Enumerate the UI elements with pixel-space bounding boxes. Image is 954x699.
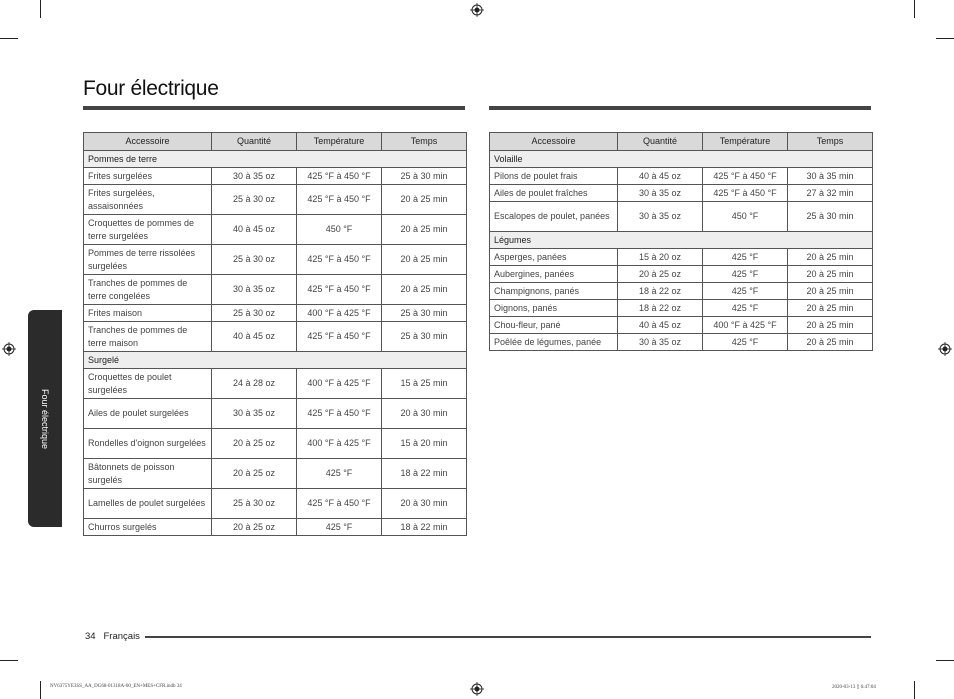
footer-rule [145,636,871,638]
temperature-cell: 425 °F à 450 °F [297,185,382,215]
side-tab-label: Four électrique [40,388,50,449]
header-quantite: Quantité [618,133,703,151]
accessoire-cell: Frites surgelées [84,168,212,185]
table-row [490,317,873,334]
table-row [84,322,467,352]
quantite-cell: 18 à 22 oz [618,283,703,300]
temperature-cell: 425 °F [703,266,788,283]
temps-cell: 20 à 25 min [382,215,467,245]
accessoire-cell: Tranches de pommes de terre congelées [84,275,212,305]
quantite-cell: 15 à 20 oz [618,249,703,266]
accessoire-cell: Ailes de poulet surgelées [84,399,212,429]
accessoire-cell: Ailes de poulet fraîches [490,185,618,202]
table-row [84,489,467,519]
temperature-cell: 425 °F à 450 °F [703,185,788,202]
accessoire-cell: Croquettes de pommes de terre surgelées [84,215,212,245]
quantite-cell: 30 à 35 oz [618,185,703,202]
registration-mark-icon [470,682,484,696]
temps-cell: 27 à 32 min [788,185,873,202]
temps-cell: 15 à 25 min [382,369,467,399]
table-row [490,283,873,300]
title-rule-left [83,106,465,110]
accessoire-cell: Champignons, panés [490,283,618,300]
crop-mark [0,660,18,661]
temperature-cell: 425 °F [297,459,382,489]
accessoire-cell: Frites maison [84,305,212,322]
accessoire-cell: Bâtonnets de poisson surgelés [84,459,212,489]
table-row [84,275,467,305]
temperature-cell: 450 °F [297,215,382,245]
registration-mark-icon [470,3,484,17]
accessoire-cell: Tranches de pommes de terre maison [84,322,212,352]
accessoire-cell: Croquettes de poulet surgelées [84,369,212,399]
accessoire-cell: Chou-fleur, pané [490,317,618,334]
header-quantite: Quantité [212,133,297,151]
temps-cell: 20 à 25 min [788,249,873,266]
page-title: Four électrique [83,77,219,100]
temperature-cell: 400 °F à 425 °F [297,369,382,399]
table-row [84,245,467,275]
temps-cell: 25 à 30 min [382,322,467,352]
crop-mark [936,38,954,39]
temperature-cell: 425 °F à 450 °F [297,399,382,429]
page-number: 34 [85,631,96,642]
table-row [84,459,467,489]
temps-cell: 25 à 30 min [382,305,467,322]
quantite-cell: 40 à 45 oz [618,168,703,185]
category-row [490,232,873,249]
category-label: Surgelé [84,352,467,369]
accessoire-cell: Escalopes de poulet, panées [490,202,618,232]
temperature-cell: 425 °F à 450 °F [297,245,382,275]
accessoire-cell: Poêlée de légumes, panée [490,334,618,351]
table-row [490,266,873,283]
temperature-cell: 425 °F à 450 °F [297,489,382,519]
cooking-table-right [489,132,873,351]
quantite-cell: 30 à 35 oz [618,202,703,232]
header-accessoire: Accessoire [490,133,618,151]
temps-cell: 20 à 25 min [382,185,467,215]
header-accessoire: Accessoire [84,133,212,151]
accessoire-cell: Lamelles de poulet surgelées [84,489,212,519]
crop-mark [914,681,915,699]
temps-cell: 25 à 30 min [382,168,467,185]
temps-cell: 18 à 22 min [382,519,467,536]
temperature-cell: 425 °F à 450 °F [297,322,382,352]
temps-cell: 20 à 25 min [382,275,467,305]
temperature-cell: 425 °F [703,334,788,351]
table-row [84,399,467,429]
header-temperature: Température [297,133,382,151]
table-row [84,305,467,322]
accessoire-cell: Churros surgelés [84,519,212,536]
quantite-cell: 20 à 25 oz [212,429,297,459]
accessoire-cell: Aubergines, panées [490,266,618,283]
temperature-cell: 425 °F à 450 °F [297,168,382,185]
crop-mark [914,0,915,18]
quantite-cell: 30 à 35 oz [212,275,297,305]
crop-mark [936,660,954,661]
header-temps: Temps [382,133,467,151]
quantite-cell: 25 à 30 oz [212,489,297,519]
crop-mark [40,681,41,699]
category-label: Pommes de terre [84,151,467,168]
header-temperature: Température [703,133,788,151]
table-row [490,202,873,232]
registration-mark-icon [938,342,952,356]
quantite-cell: 40 à 45 oz [618,317,703,334]
temps-cell: 20 à 30 min [382,399,467,429]
print-slug-left: NV6375YE3SS_AA_DG68-01318A-00_EN+MES+CFR.indb 34 [50,684,182,689]
category-label: Volaille [490,151,873,168]
temps-cell: 20 à 25 min [788,300,873,317]
quantite-cell: 30 à 35 oz [212,168,297,185]
table-row [84,519,467,536]
temperature-cell: 425 °F [703,300,788,317]
quantite-cell: 25 à 30 oz [212,305,297,322]
temps-cell: 20 à 25 min [788,283,873,300]
temps-cell: 30 à 35 min [788,168,873,185]
accessoire-cell: Pommes de terre rissolées surgelées [84,245,212,275]
quantite-cell: 40 à 45 oz [212,322,297,352]
crop-mark [40,0,41,18]
temps-cell: 25 à 30 min [788,202,873,232]
footer-page-info [85,631,140,642]
temps-cell: 20 à 30 min [382,489,467,519]
temperature-cell: 425 °F à 450 °F [297,275,382,305]
title-rule-right [489,106,871,110]
table-row [84,185,467,215]
quantite-cell: 30 à 35 oz [212,399,297,429]
temperature-cell: 400 °F à 425 °F [297,305,382,322]
table-row [490,168,873,185]
quantite-cell: 20 à 25 oz [618,266,703,283]
category-row [84,352,467,369]
table-row [84,168,467,185]
quantite-cell: 25 à 30 oz [212,245,297,275]
temperature-cell: 400 °F à 425 °F [703,317,788,334]
temperature-cell: 450 °F [703,202,788,232]
accessoire-cell: Frites surgelées, assaisonnées [84,185,212,215]
crop-mark [0,38,18,39]
quantite-cell: 24 à 28 oz [212,369,297,399]
temperature-cell: 425 °F [297,519,382,536]
quantite-cell: 18 à 22 oz [618,300,703,317]
section-side-tab [28,310,62,527]
table-row [490,334,873,351]
temperature-cell: 425 °F [703,283,788,300]
registration-mark-icon [2,342,16,356]
table-row [490,185,873,202]
quantite-cell: 20 à 25 oz [212,459,297,489]
table-row [84,215,467,245]
table-row [84,369,467,399]
quantite-cell: 40 à 45 oz [212,215,297,245]
quantite-cell: 25 à 30 oz [212,185,297,215]
category-row [490,151,873,168]
category-row [84,151,467,168]
temps-cell: 20 à 25 min [382,245,467,275]
category-label: Légumes [490,232,873,249]
cooking-table-left [83,132,467,536]
temps-cell: 20 à 25 min [788,266,873,283]
quantite-cell: 20 à 25 oz [212,519,297,536]
temperature-cell: 400 °F à 425 °F [297,429,382,459]
footer-language: Français [103,631,140,642]
header-temps: Temps [788,133,873,151]
temperature-cell: 425 °F [703,249,788,266]
table-row [490,300,873,317]
accessoire-cell: Pilons de poulet frais [490,168,618,185]
quantite-cell: 30 à 35 oz [618,334,703,351]
accessoire-cell: Asperges, panées [490,249,618,266]
temps-cell: 18 à 22 min [382,459,467,489]
print-slug-right: 2020-03-13 ▯ 6:47:04 [832,685,876,690]
temps-cell: 15 à 20 min [382,429,467,459]
temps-cell: 20 à 25 min [788,334,873,351]
temps-cell: 20 à 25 min [788,317,873,334]
temperature-cell: 425 °F à 450 °F [703,168,788,185]
table-row [84,429,467,459]
accessoire-cell: Rondelles d'oignon surgelées [84,429,212,459]
table-row [490,249,873,266]
accessoire-cell: Oignons, panés [490,300,618,317]
